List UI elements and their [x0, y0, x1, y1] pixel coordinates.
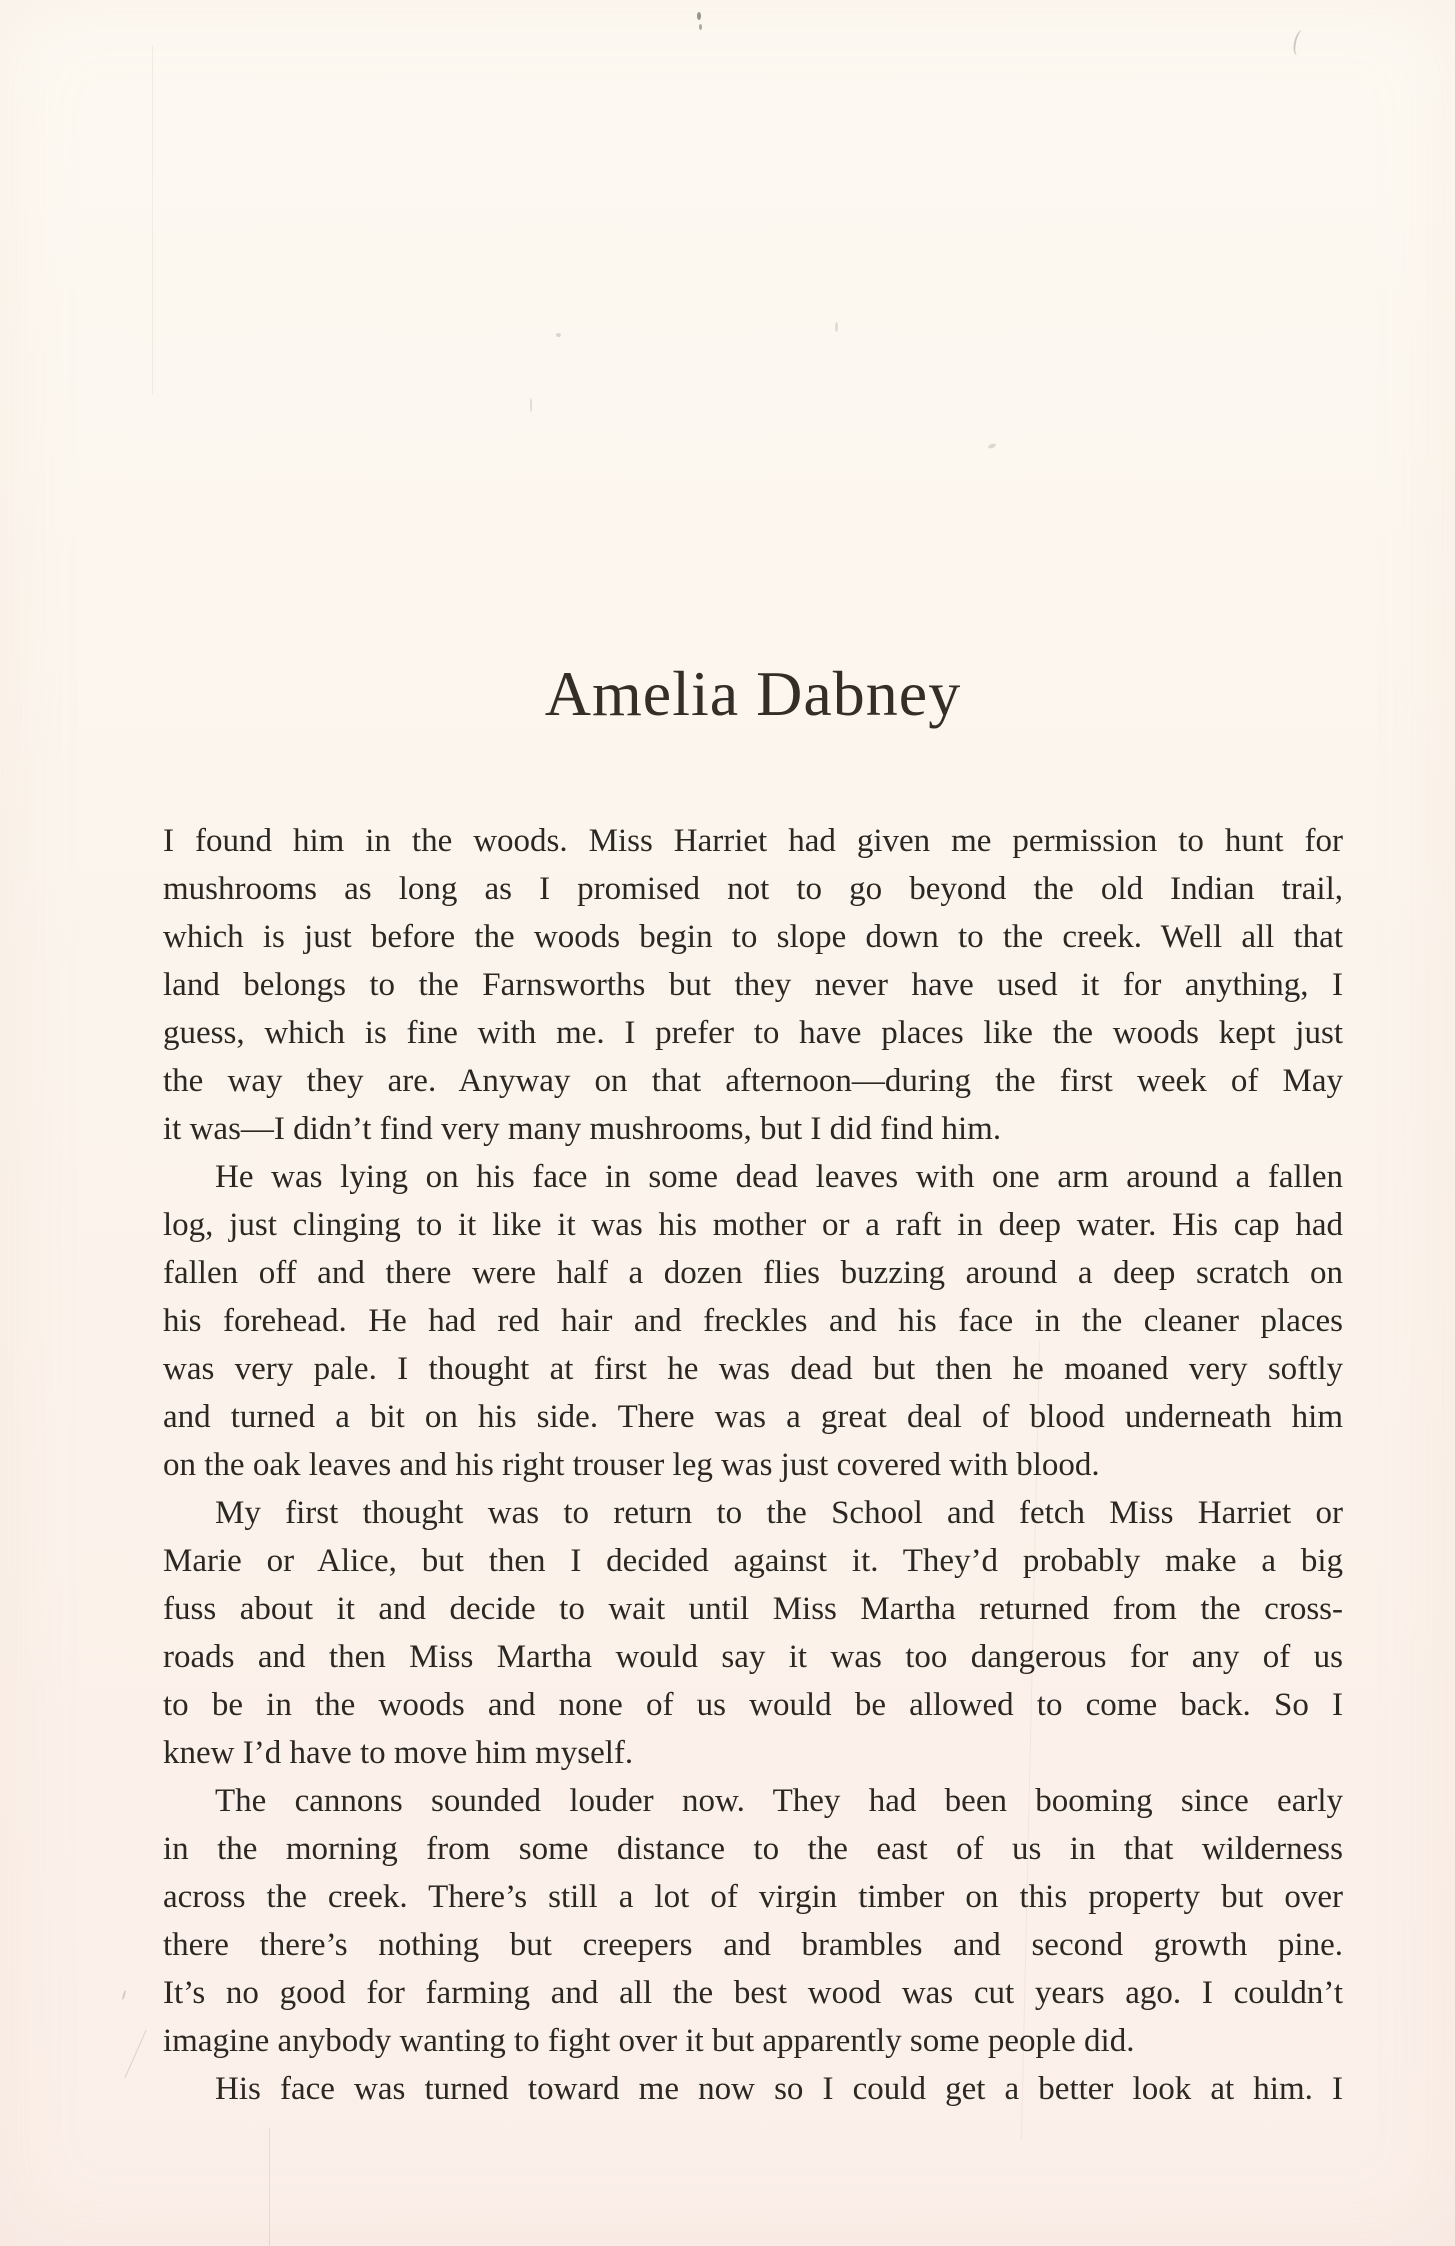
text-line: I found him in the woods. Miss Harriet had given me permission to hunt for	[163, 823, 1343, 859]
text-line: mushrooms as long as I promised not to go beyond the old Indian trail,	[163, 871, 1343, 907]
text-line: Marie or Alice, but then I decided against it. They’d probably make a big	[163, 1543, 1343, 1579]
scan-speck	[1292, 29, 1308, 57]
text-line: on the oak leaves and his right trouser leg was just covered with blood.	[163, 1447, 1100, 1483]
text-line: His face was turned toward me now so I could get a better look at him. I	[215, 2071, 1343, 2107]
scan-speck	[530, 398, 532, 412]
text-line: it was—I didn’t find very many mushrooms, but I did find him.	[163, 1111, 1002, 1147]
scan-speck	[835, 322, 838, 332]
paper-crease	[152, 45, 153, 395]
text-line: was very pale. I thought at first he was dead but then he moaned very softly	[163, 1351, 1343, 1387]
text-line: guess, which is fine with me. I prefer to have places like the woods kept just	[163, 1015, 1343, 1051]
text-line: the way they are. Anyway on that afternoon—during the first week of May	[163, 1063, 1343, 1099]
scan-speck	[699, 24, 702, 30]
paper-crease	[124, 2030, 146, 2078]
text-line: in the morning from some distance to the east of us in that wilderness	[163, 1831, 1343, 1867]
text-line: log, just clinging to it like it was his mother or a raft in deep water. His cap had	[163, 1207, 1343, 1243]
text-line: It’s no good for farming and all the best wood was cut years ago. I couldn’t	[163, 1975, 1343, 2011]
paragraph	[163, 1153, 1343, 1489]
text-line: knew I’d have to move him myself.	[163, 1735, 634, 1771]
text-line: which is just before the woods begin to slope down to the creek. Well all that	[163, 919, 1343, 955]
paper-crease	[269, 2128, 270, 2246]
text-line: My first thought was to return to the School and fetch Miss Harriet or	[215, 1495, 1343, 1531]
text-line: imagine anybody wanting to fight over it but apparently some people did.	[163, 2023, 1135, 2059]
text-line: to be in the woods and none of us would be allowed to come back. So I	[163, 1687, 1343, 1723]
scan-speck	[988, 443, 997, 449]
chapter-title: Amelia Dabney	[544, 658, 962, 729]
scan-speck	[556, 333, 561, 337]
scan-speck	[122, 1990, 127, 2000]
text-line: land belongs to the Farnsworths but they never have used it for anything, I	[163, 967, 1343, 1003]
paragraph	[163, 817, 1343, 1153]
text-line: fuss about it and decide to wait until Miss Martha returned from the cross-	[163, 1591, 1343, 1627]
paragraph	[163, 2065, 1343, 2113]
text-line: He was lying on his face in some dead leaves with one arm around a fallen	[215, 1159, 1343, 1195]
text-line: roads and then Miss Martha would say it was too dangerous for any of us	[163, 1639, 1343, 1675]
text-line: fallen off and there were half a dozen flies buzzing around a deep scratch on	[163, 1255, 1343, 1291]
body-text	[163, 817, 1343, 2113]
text-line: and turned a bit on his side. There was a great deal of blood underneath him	[163, 1399, 1343, 1435]
paragraph	[163, 1777, 1343, 2065]
text-line: The cannons sounded louder now. They had been booming since early	[215, 1783, 1343, 1819]
text-line: there there’s nothing but creepers and brambles and second growth pine.	[163, 1927, 1343, 1963]
text-line: across the creek. There’s still a lot of virgin timber on this property but over	[163, 1879, 1343, 1915]
scan-speck	[697, 12, 701, 20]
paragraph	[163, 1489, 1343, 1777]
text-line: his forehead. He had red hair and freckles and his face in the cleaner places	[163, 1303, 1343, 1339]
